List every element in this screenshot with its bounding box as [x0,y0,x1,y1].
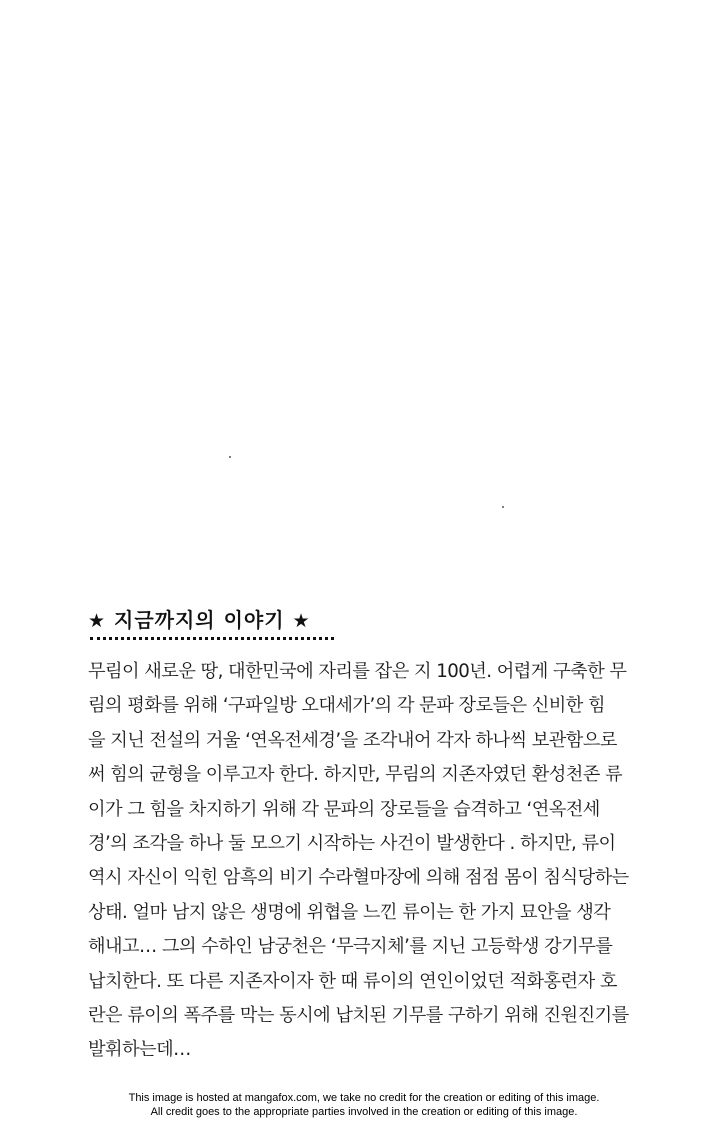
star-icon: ★ [88,610,107,632]
story-line: 납치한다. 또 다른 지존자이자 한 때 류이의 연인이었던 적화홍련자 호 [88,970,617,992]
story-line: 경’의 조각을 하나 둘 모으기 시작하는 사건이 발생한다 . 하지만, 류이 [88,833,616,855]
scan-speck [229,456,231,458]
story-line: 상태. 얼마 남지 않은 생명에 위협을 느낀 류이는 한 가지 묘안을 생각 [88,901,611,923]
story-line: 써 힘의 균형을 이루고자 한다. 하지만, 무림의 지존자였던 환성천존 류 [88,764,623,786]
credit-line: This image is hosted at mangafox.com, we take no credit for the creation or editing of this image. [128,1092,600,1104]
star-icon: ★ [292,610,311,632]
story-line: 해내고… 그의 수하인 남궁천은 ‘무극지체’를 지닌 고등학생 강기무를 [88,936,613,958]
story-line: 란은 류이의 폭주를 막는 동시에 납치된 기무를 구하기 위해 진원진기를 [88,1005,629,1027]
story-line: 이가 그 힘을 차지하기 위해 각 문파의 장로들을 습격하고 ‘연옥전세 [88,798,600,820]
story-line: 림의 평화를 위해 ‘구파일방 오대세가’의 각 문파 장로들은 신비한 힘 [88,695,606,717]
story-line: 을 지닌 전설의 거울 ‘연옥전세경’을 조각내어 각자 하나씩 보관함으로 [88,729,617,751]
hosting-credit [0,1091,728,1119]
story-summary [88,655,688,1068]
story-line: 발휘하는데… [88,1039,191,1061]
scan-speck [502,506,504,508]
dotted-divider [90,637,334,640]
story-line: 무림이 새로운 땅, 대한민국에 자리를 잡은 지 100년. 어렵게 구축한 무 [88,661,627,682]
story-line: 역시 자신이 익힌 암흑의 비기 수라혈마장에 의해 점점 몸이 침식당하는 [88,867,629,889]
credit-line: All credit goes to the appropriate parties involved in the creation or editing of this image. [150,1106,578,1118]
heading-title: 지금까지의 이야기 [114,608,285,632]
section-heading [88,604,311,633]
